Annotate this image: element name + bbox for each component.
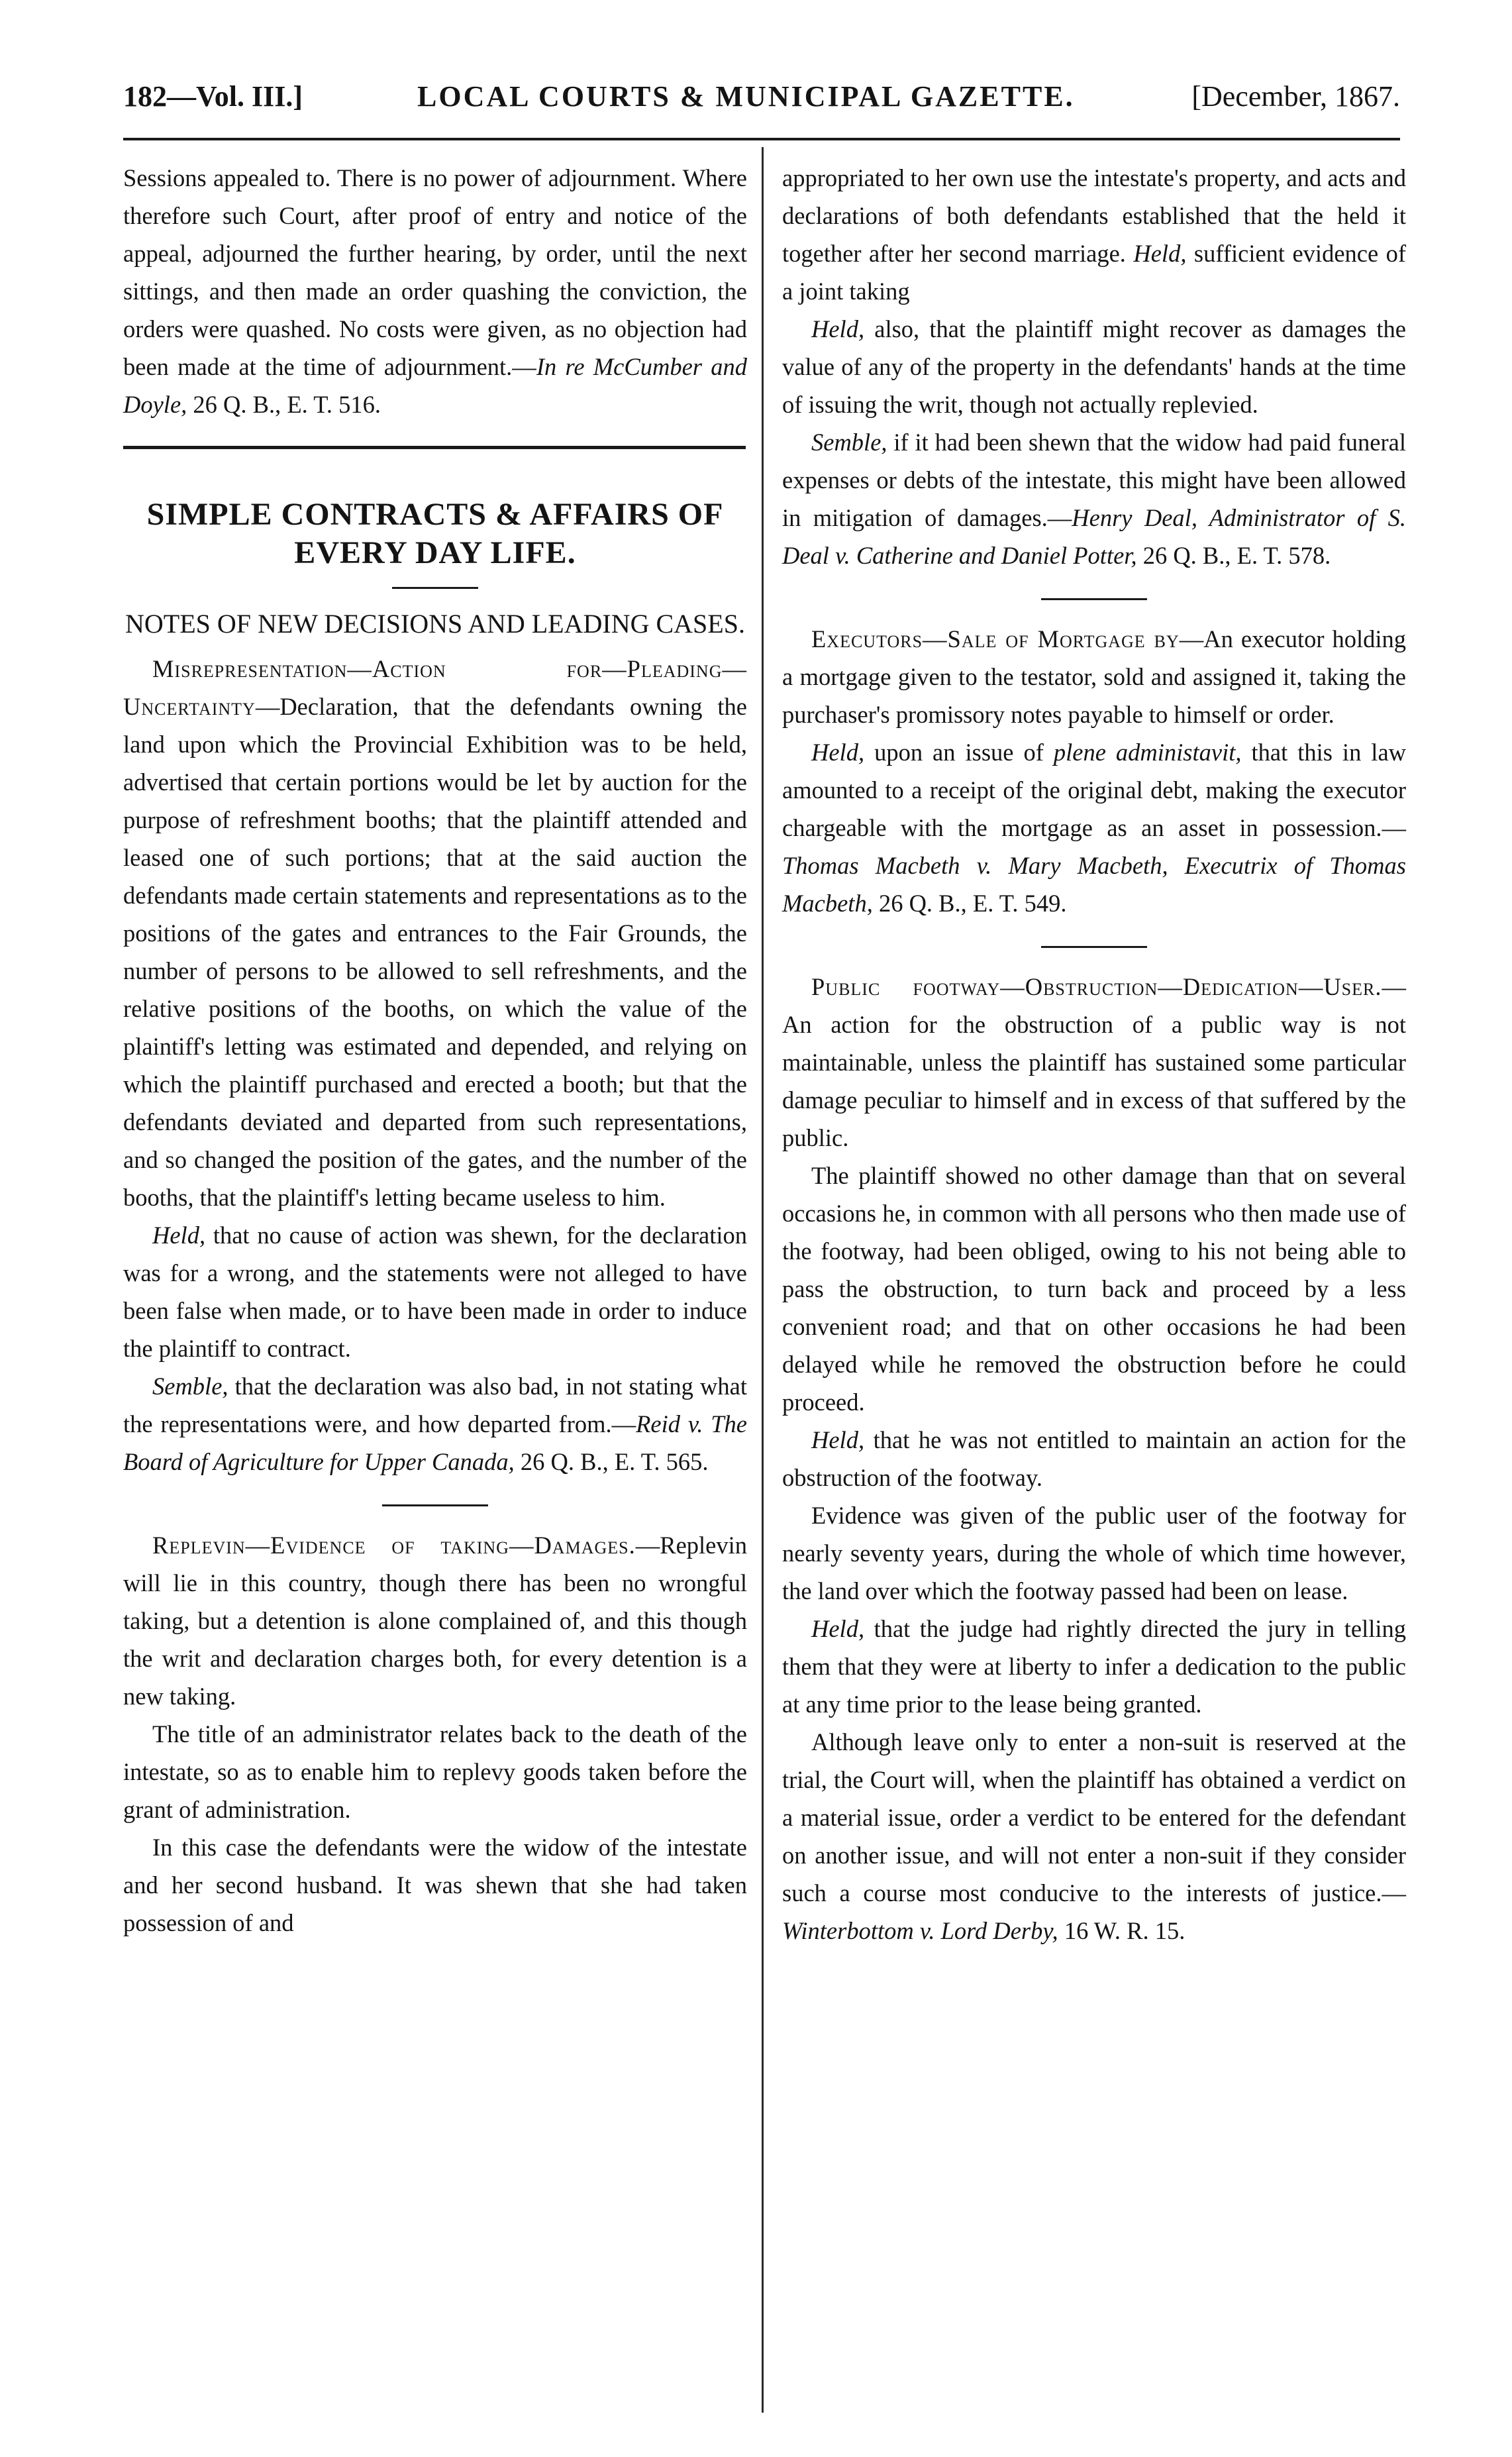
held-latin-term: plene administavit, xyxy=(1053,739,1242,766)
nonsuit-text: Although leave only to enter a non-suit is reserved at the trial, the Court will, when the plaintiff has obtained a verdict on a material issue, order a verdict to be entered for the defendant on another issue, and will not enter a non-suit if they consider such a course most conducive to the interests of justice.— xyxy=(782,1728,1406,1907)
held-label: Held, xyxy=(152,1222,206,1249)
executors-reference: 26 Q. B., E. T. 549. xyxy=(872,890,1067,917)
footway-held xyxy=(782,1421,1406,1496)
sessions-appeal-note xyxy=(123,159,747,423)
sessions-appeal-citation: In re McCumber and Doyle, xyxy=(123,353,748,418)
replevin-semble xyxy=(782,423,1406,574)
case-divider xyxy=(1041,946,1147,948)
case-divider xyxy=(382,1504,488,1506)
page-header xyxy=(123,79,1400,126)
page-number: 182—Vol. III.] xyxy=(123,80,303,113)
replevin-continuation xyxy=(782,159,1406,310)
heading-rule xyxy=(392,587,478,589)
executors-case xyxy=(782,620,1406,733)
footway-reference: 16 W. R. 15. xyxy=(1058,1917,1185,1944)
held-label: Held, xyxy=(1133,240,1187,267)
executors-held xyxy=(782,733,1406,922)
replevin-paragraph: In this case the defendants were the widow of the intestate and her second husband. It was shewn that she had taken possession of and xyxy=(123,1834,747,1936)
section-divider xyxy=(123,446,746,449)
section-heading: SIMPLE CONTRACTS & AFFAIRS OF EVERY DAY LIFE. xyxy=(146,497,724,570)
held-label: Held, xyxy=(811,1426,865,1453)
executors-body: —An executor holding a mortgage given to the testator, sold and assigned it, taking the purchaser's promissory notes payable to himself or order. xyxy=(782,625,1406,728)
footway-paragraph: Evidence was given of the public user of the footway for nearly seventy years, during the whole of which time however, the land over which the footway passed had been on lease. xyxy=(782,1502,1406,1604)
held-label: Held, xyxy=(811,1615,865,1642)
semble-label: Semble, xyxy=(811,429,887,456)
semble-label: Semble, xyxy=(152,1373,228,1400)
sessions-appeal-reference: 26 Q. B., E. T. 516. xyxy=(187,391,381,418)
semble-text: if it had been shewn that the widow had paid funeral expenses or debts of the intestate, this might have been allowed in mitigation of damages.— xyxy=(782,429,1406,531)
held-text: also, that the plaintiff might recover as damages the value of any of the property in the defendants' hands at the time of issuing the writ, though not actually replevied. xyxy=(782,315,1406,418)
replevin-body: —Replevin will lie in this country, though there has been no wrongful taking, but a detention is alone complained of, and this though the writ and declaration charges both, for every detention is a new taking. xyxy=(123,1532,747,1710)
semble-citation: Reid v. The Board of Agriculture for Upper Canada, xyxy=(123,1410,747,1475)
misrepresentation-case xyxy=(123,650,747,1216)
semble-text: that the declaration was also bad, in not stating what the representations were, and how departed from.— xyxy=(123,1373,747,1438)
misrepresentation-heading: Misrepresentation—Action for—Pleading—Uncertainty xyxy=(123,655,747,720)
left-column xyxy=(123,159,747,1942)
replevin-heading: Replevin—Evidence of taking—Damages. xyxy=(152,1532,636,1559)
executors-citation: Thomas Macbeth v. Mary Macbeth, Executrix of Thomas Macbeth, xyxy=(782,852,1406,917)
held-text: that no cause of action was shewn, for the declaration was for a wrong, and the statements were not alleged to have been false when made, or to have been made in order to induce the plaintiff to contract. xyxy=(123,1222,747,1362)
semble-citation: Henry Deal, Administrator of S. Deal v. Catherine and Daniel Potter, xyxy=(782,504,1406,569)
held-text: that the judge had rightly directed the jury in telling them that they were at liberty to infer a dedication to the public at any time prior to the lease being granted. xyxy=(782,1615,1406,1718)
column-divider xyxy=(762,147,764,2413)
held-label: Held, xyxy=(811,739,865,766)
section-subheading: NOTES OF NEW DECISIONS AND LEADING CASES. xyxy=(125,609,745,639)
replevin-case xyxy=(123,1526,747,1715)
misrepresentation-semble xyxy=(123,1367,747,1481)
footway-held-dedication xyxy=(782,1610,1406,1723)
publication-title: LOCAL COURTS & MUNICIPAL GAZETTE. xyxy=(417,80,1075,113)
held-text: sufficient evidence of a joint taking xyxy=(782,240,1407,305)
replevin-held-damages xyxy=(782,310,1406,423)
held-label: Held, xyxy=(811,315,865,342)
continuation-text: appropriated to her own use the intestate's property, and acts and declarations of both defendants established that the held it together after her second marriage. xyxy=(782,164,1406,267)
footway-citation: Winterbottom v. Lord Derby, xyxy=(782,1917,1058,1944)
header-rule xyxy=(123,138,1400,140)
sessions-appeal-text: Sessions appealed to. There is no power of adjournment. Where therefore such Court, after proof of entry and notice of the appeal, adjourned the further hearing, by order, until the next sittings, and then made an order quashing the conviction, the orders were quashed. No costs were given, as no objection had been made at the time of adjournment.— xyxy=(123,164,747,380)
footway-body: — An action for the obstruction of a public way is not maintainable, unless the plaintiff has sustained some particular damage peculiar to himself and in excess of that suffered by the public. xyxy=(782,973,1406,1151)
footway-heading: Public footway—Obstruction—Dedication—User. xyxy=(811,973,1382,1000)
held-text: that he was not entitled to maintain an action for the obstruction of the footway. xyxy=(782,1426,1406,1491)
misrepresentation-body: —Declaration, that the defendants owning the land upon which the Provincial Exhibition was to be held, advertised that certain portions would be let by auction for the purpose of refreshment booths; that the plaintiff attended and leased one of such portions; that at the said auction the defendants made certain statements and representations as to the positions of the gates and entrances to the Fair Grounds, the number of persons to be allowed to sell refreshments, and the relative positions of the booths, on which the value of the plaintiff's letting was estimated and depended, and relying on which the plaintiff purchased and erected a booth; but that the defendants deviated and departed from such representations, and so changed the position of the gates, and the number of the booths, that the plaintiff's letting became useless to him. xyxy=(123,693,747,1211)
footway-paragraph: The plaintiff showed no other damage than that on several occasions he, in common with all persons who then made use of the footway, had been obliged, owing to his not being able to pass the obstruction, to turn back and proceed by a less convenient road; and that on other occasions he had been delayed while he removed the obstruction before he could proceed. xyxy=(782,1162,1406,1416)
semble-reference: 26 Q. B., E. T. 565. xyxy=(514,1448,709,1475)
issue-date: [December, 1867. xyxy=(1191,80,1400,113)
footway-nonsuit xyxy=(782,1723,1406,1950)
held-text: that this in law amounted to a receipt of the original debt, making the executor chargeable with the mortgage as an asset in possession.— xyxy=(782,739,1407,841)
held-text: upon an issue of xyxy=(864,739,1054,766)
footway-case xyxy=(782,968,1406,1157)
case-divider xyxy=(1041,598,1147,600)
replevin-paragraph: The title of an administrator relates back to the death of the intestate, so as to enable him to replevy goods taken before the grant of administration. xyxy=(123,1720,747,1823)
executors-heading: Executors—Sale of Mortgage by xyxy=(811,625,1180,653)
right-column xyxy=(782,159,1406,1950)
misrepresentation-held xyxy=(123,1216,747,1367)
semble-reference: 26 Q. B., E. T. 578. xyxy=(1136,542,1331,569)
